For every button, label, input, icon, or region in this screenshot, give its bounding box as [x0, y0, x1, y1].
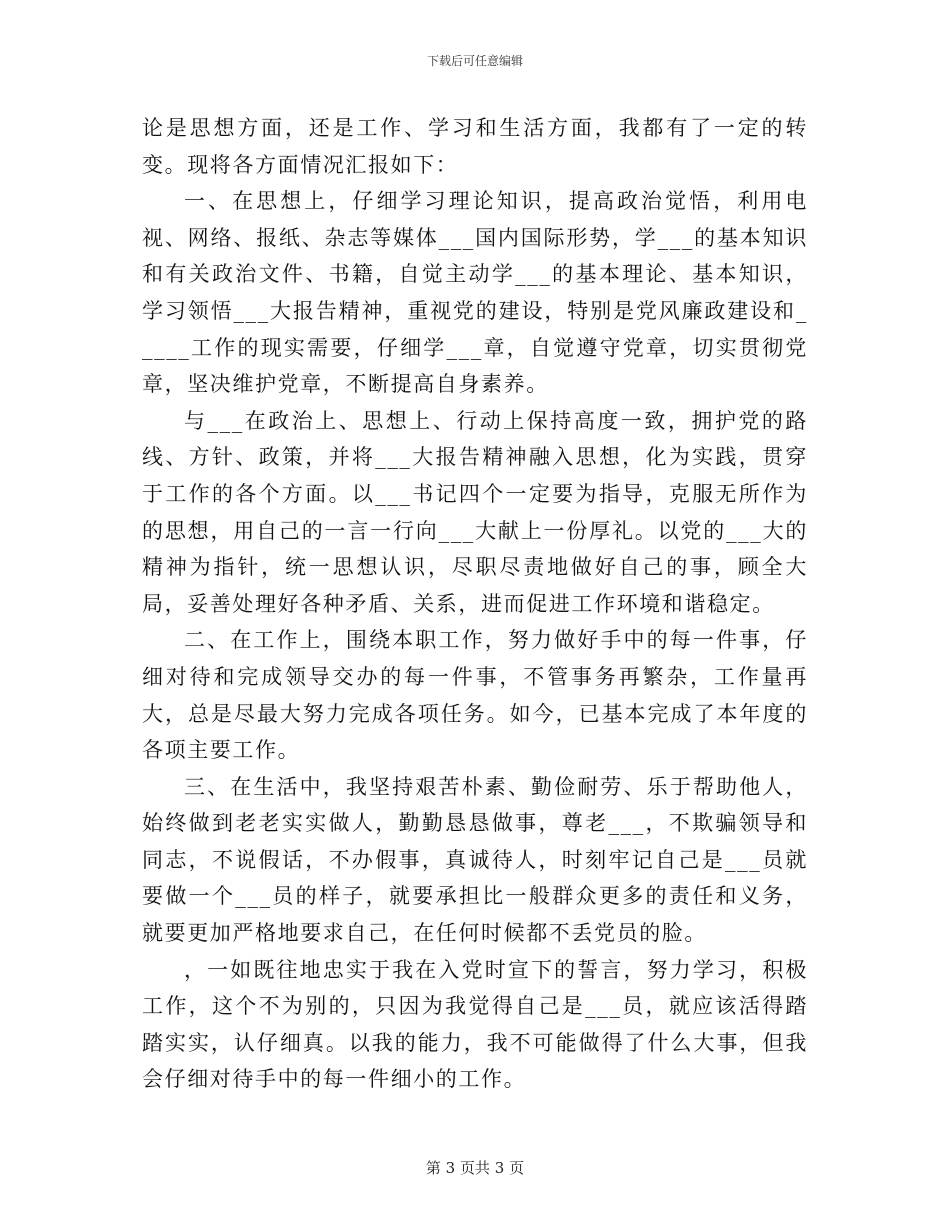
document-body — [142, 110, 808, 1098]
paragraph-alignment: 与___在政治上、思想上、行动上保持高度一致，拥护党的路线、方针、政策，并将___大报告精神融入思想，化为实践，贯穿于工作的各个方面。以___书记四个一定要为指导，克服无所作为的思想，用自己的一言一行向___大献上一份厚礼。以党的___大的精神为指针，统一思想认识，尽职尽责地做好自己的事，顾全大局，妥善处理好各种矛盾、关系，进而促进工作环境和谐稳定。 — [142, 408, 808, 616]
page-header: 下载后可任意编辑 — [426, 54, 523, 68]
paragraph-work: 二、在工作上，围绕本职工作，努力做好手中的每一件事，仔细对待和完成领导交办的每一件事，不管事务再繁杂，工作量再大，总是尽最大努力完成各项任务。如今，已基本完成了本年度的各项主要工作。 — [142, 628, 808, 763]
paragraph-continuation: 论是思想方面，还是工作、学习和生活方面，我都有了一定的转变。现将各方面情况汇报如下： — [142, 116, 808, 177]
paragraph-thought: 一、在思想上，仔细学习理论知识，提高政治觉悟，利用电视、网络、报纸、杂志等媒体___国内国际形势，学___的基本知识和有关政治文件、书籍，自觉主动学___的基本理论、基本知识，学习领悟___大报告精神，重视党的建设，特别是党风廉政建设和_____工作的现实需要，仔细学___章，自觉遵守党章，切实贯彻党章，坚决维护党章，不断提高自身素养。 — [142, 189, 808, 397]
page-footer: 第 3 页共 3 页 — [425, 1159, 525, 1177]
paragraph-life: 三、在生活中，我坚持艰苦朴素、勤俭耐劳、乐于帮助他人，始终做到老老实实做人，勤勤恳恳做事，尊老___，不欺骗领导和同志，不说假话，不办假事，真诚待人，时刻牢记自己是___员就要做一个___员的样子，就要承担比一般群众更多的责任和义务，就要更加严格地要求自己，在任何时候都不丢党员的脸。 — [142, 774, 808, 946]
paragraph-closing: ，一如既往地忠实于我在入党时宣下的誓言，努力学习，积极工作，这个不为别的，只因为我觉得自己是___员，就应该活得踏踏实实，认仔细真。以我的能力，我不可能做得了什么大事，但我会仔细对待手中的每一件细小的工作。 — [142, 957, 808, 1092]
